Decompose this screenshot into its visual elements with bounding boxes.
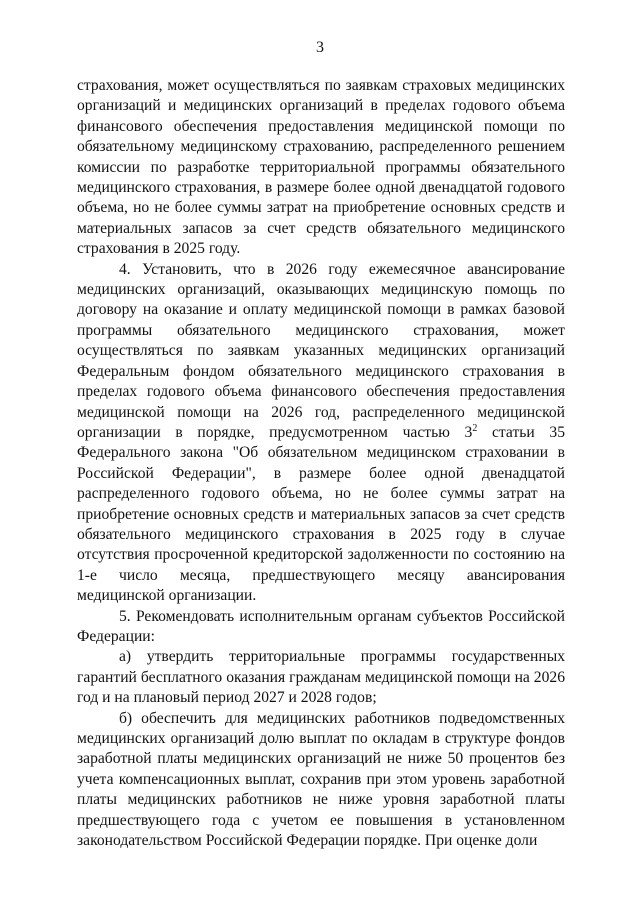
page-number: 3 xyxy=(316,39,324,56)
paragraph-item-5: 5. Рекомендовать исполнительным органам субъектов Российской Федерации: xyxy=(77,607,565,645)
paragraph-item-4-text-before: 4. Установить, что в 2026 году ежемесячное авансирование медицинских организаций, оказывающих медицинскую помощь по договору на оказание и оплату медицинской помощи в рамках базовой программы обязательного медицинского страхования, может осуществляться по заявкам указанных медицинских организаций Федеральным фондом обязательного медицинского страхования в пределах годового объема финансового обеспечения предоставления медицинской помощи на 2026 год, распределенного медицинской организации в порядке, предусмотренном частью 3 xyxy=(77,260,565,441)
paragraph-continuation: страхования, может осуществляться по заявкам страховых медицинских организаций и медицинских организаций в пределах годового объема финансового обеспечения предоставления медицинской помощи по обязательному медицинскому страхованию, распределенного решением комиссии по разработке территориальной программы обязательного медицинского страхования, в размере более одной двенадцатой годового объема, но не более суммы затрат на приобретение основных средств и материальных запасов за счет средств обязательного медицинского страхования в 2025 году. xyxy=(77,77,565,258)
paragraph-item-5b: б) обеспечить для медицинских работников подведомственных медицинских организаций долю выплат по окладам в структуре фондов заработной платы медицинских организаций не ниже 50 процентов без учета компенсационных выплат, сохранив при этом уровень заработной платы медицинских работников не ниже уровня заработной платы предшествующего года с учетом ее повышения в установленном законодательством Российской Федерации порядке. При оценке доли xyxy=(77,709,565,850)
superscript: 2 xyxy=(472,422,478,434)
document-body xyxy=(77,76,565,851)
paragraph-item-4-text-after: статьи 35 Федерального закона "Об обязательном медицинском страховании в Российской Федерации", в размере более одной двенадцатой распределенного годового объема, но не более суммы затрат на приобретение основных средств и материальных запасов за счет средств обязательного медицинского страхования в 2025 году в случае отсутствия просроченной кредиторской задолженности по состоянию на 1-е число месяца, предшествующего месяцу авансирования медицинской организации. xyxy=(77,423,565,605)
paragraph-item-4 xyxy=(77,260,565,607)
paragraph-item-5a: а) утвердить территориальные программы государственных гарантий бесплатного оказания гражданам медицинской помощи на 2026 год и на плановый период 2027 и 2028 годов; xyxy=(77,648,565,707)
